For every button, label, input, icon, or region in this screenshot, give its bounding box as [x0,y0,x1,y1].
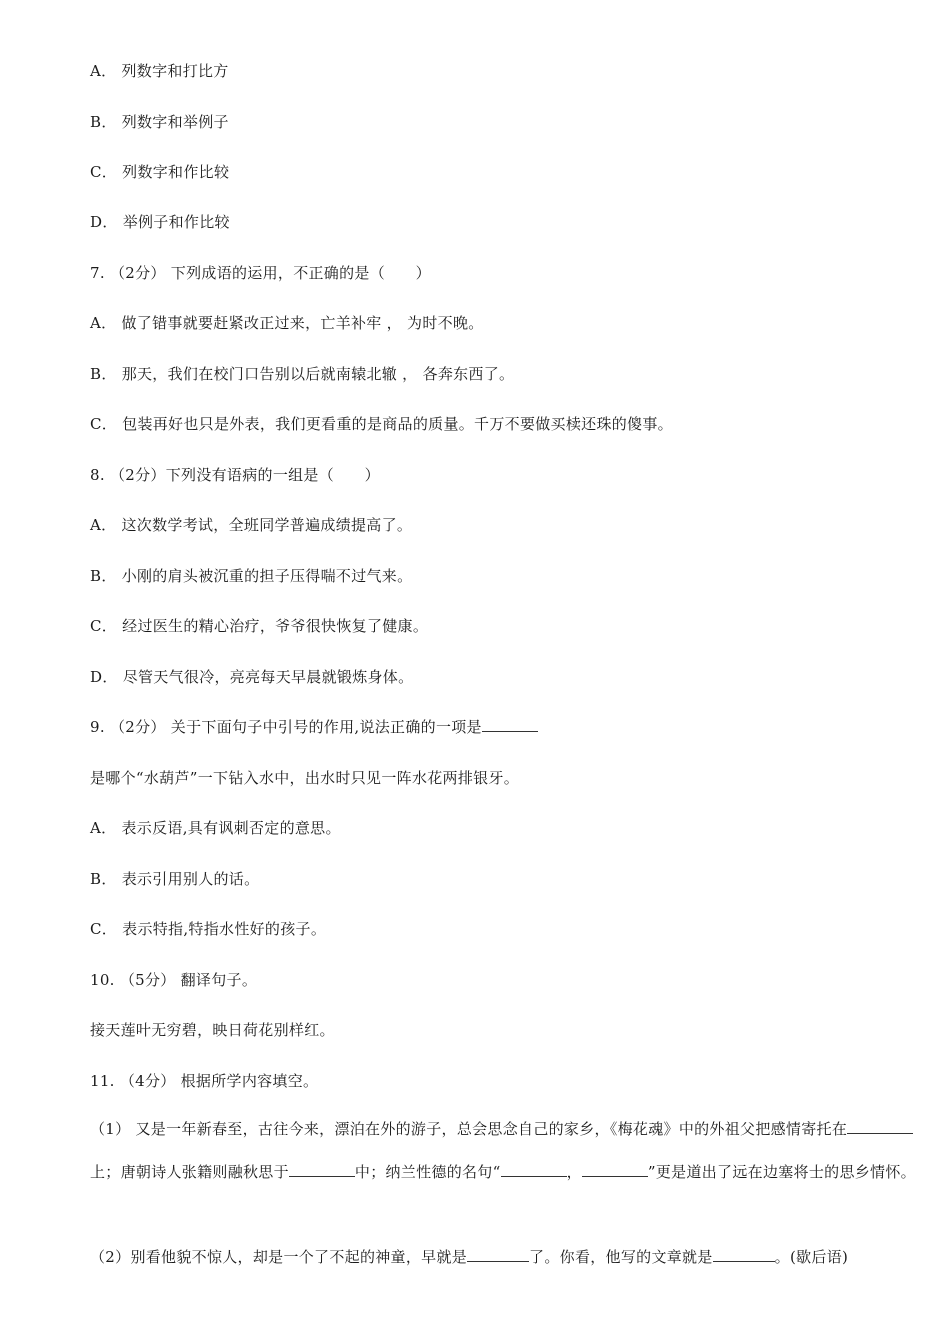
q11-blank-3[interactable] [501,1162,567,1177]
q11-part2 [58,1236,930,1279]
q11-p2-text-c: 。(歇后语) [774,1248,849,1266]
q9-option-c: C． 表示特指,特指水性好的孩子。 [90,920,327,938]
q11-stem: 11. （4分） 根据所学内容填空。 [90,1072,319,1090]
q11-blank-5[interactable] [467,1247,529,1262]
q8-option-b: B． 小刚的肩头被沉重的担子压得喘不过气来。 [90,567,413,585]
q9-option-b: B． 表示引用别人的话。 [90,870,260,888]
q8-stem: 8. （2分）下列没有语病的一组是（ ） [90,466,380,484]
q11-p2-text-b: 了。你看，他写的文章就是 [529,1248,713,1266]
q7-stem: 7. （2分） 下列成语的运用，不正确的是（ ） [90,264,431,282]
q9-answer-blank[interactable] [482,717,538,732]
q6-option-c: C． 列数字和作比较 [90,163,230,181]
q11-p1-text-c: 中；纳兰性德的名句“ [354,1163,501,1181]
q11-p1-text-b: 上；唐朝诗人张籍则融秋思于 [90,1163,289,1181]
q9-sentence: 是哪个“水葫芦”一下钻入水中，出水时只见一阵水花两排银牙。 [90,769,520,787]
q11-p1-text-d: ， [566,1163,582,1181]
q11-p1-text-e: ”更是道出了远在边塞将士的思乡情怀。 [647,1163,916,1181]
q6-option-a: A． 列数字和打比方 [90,62,229,80]
q11-blank-4[interactable] [582,1162,648,1177]
q9-stem: 9. （2分） 关于下面句子中引号的作用,说法正确的一项是 [90,718,482,736]
q8-option-a: A． 这次数学考试，全班同学普遍成绩提高了。 [90,516,413,534]
q11-blank-6[interactable] [713,1247,775,1262]
q8-option-d: D． 尽管天气很冷，亮亮每天早晨就锻炼身体。 [90,668,414,686]
q7-option-a: A． 做了错事就要赶紧改正过来，亡羊补牢 ， 为时不晚。 [90,314,484,332]
q7-option-c: C． 包装再好也只是外表，我们更看重的是商品的质量。千万不要做买椟还珠的傻事。 [90,415,673,433]
q10-stem: 10. （5分） 翻译句子。 [90,971,258,989]
q8-option-c: C． 经过医生的精心治疗，爷爷很快恢复了健康。 [90,617,429,635]
q9-stem-line [90,717,538,737]
q10-sentence: 接天莲叶无穷碧，映日荷花别样红。 [90,1021,335,1039]
q6-option-d: D． 举例子和作比较 [90,213,230,231]
q6-option-b: B． 列数字和举例子 [90,113,229,131]
q11-blank-1[interactable] [847,1119,913,1134]
q7-option-b: B． 那天，我们在校门口告别以后就南辕北辙 ， 各奔东西了。 [90,365,515,383]
q11-blank-2[interactable] [289,1162,355,1177]
q11-part1 [58,1108,930,1194]
q9-option-a: A． 表示反语,具有讽刺否定的意思。 [90,819,341,837]
q11-p1-text-a: （1） 又是一年新春至，古往今来，漂泊在外的游子，总会思念自己的家乡，《梅花魂》中的外祖父把感情寄托在 [90,1120,848,1138]
q11-p2-text-a: （2）别看他貌不惊人，却是一个了不起的神童，早就是 [90,1248,468,1266]
